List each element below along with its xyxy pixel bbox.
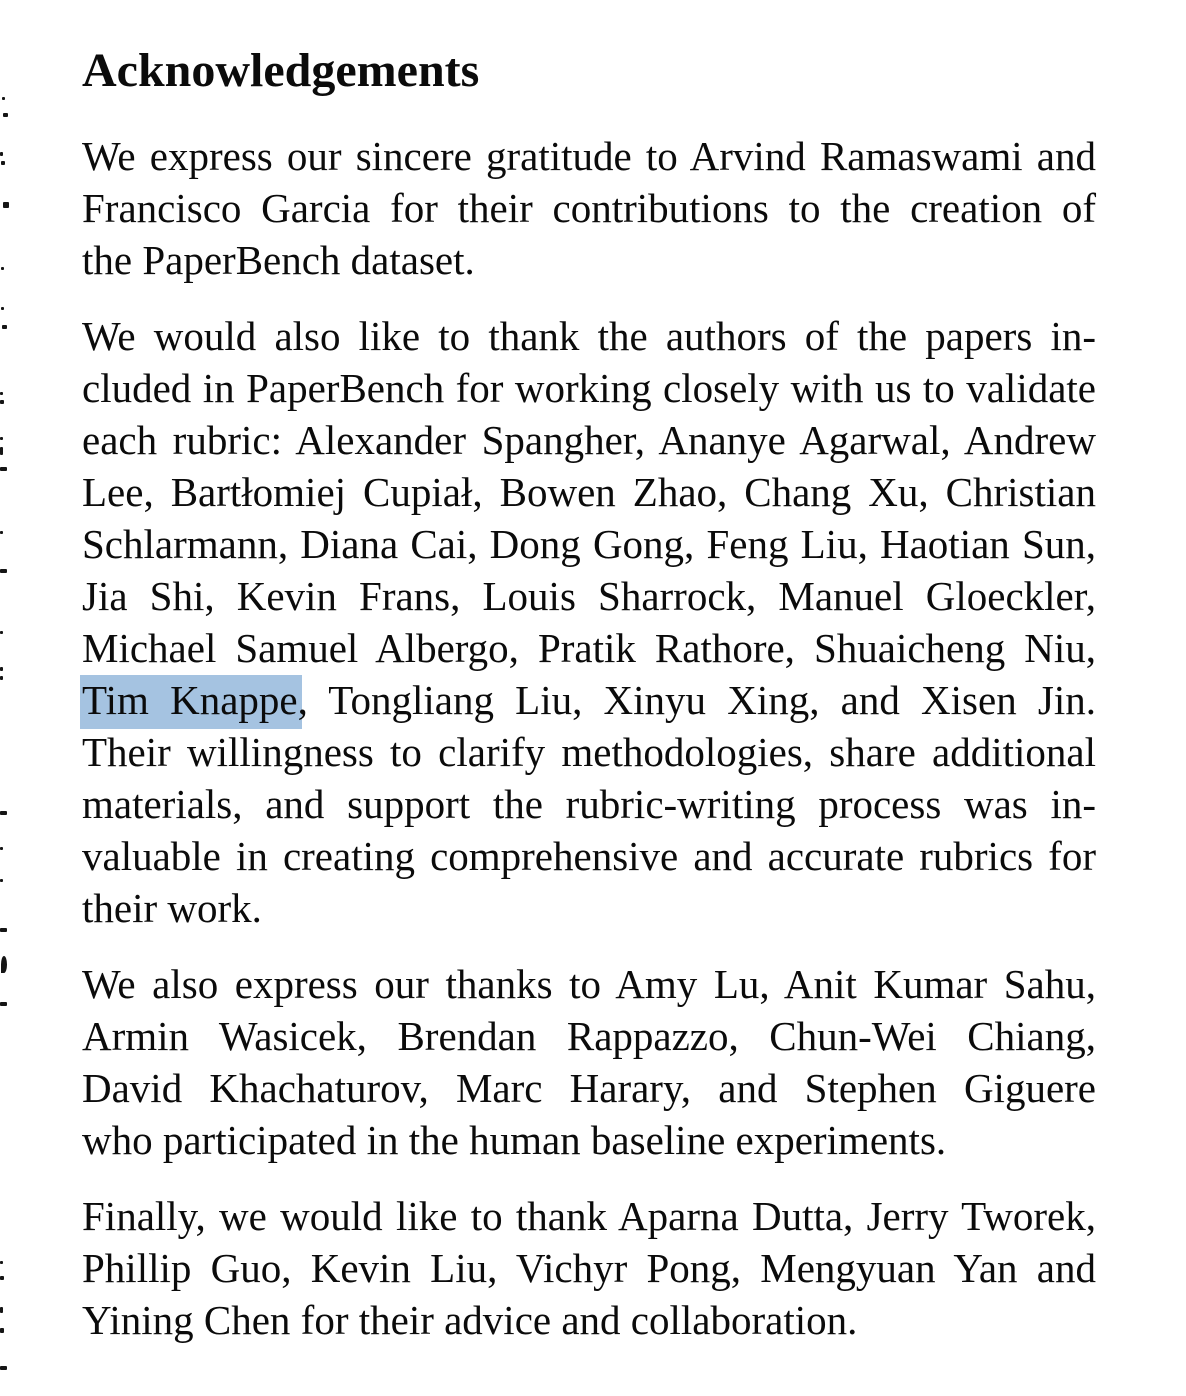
paragraph-line <box>82 570 1096 622</box>
text-segment: Yining Chen for their advice and collaboration. <box>82 1297 858 1343</box>
paragraph-line <box>82 778 1096 830</box>
text-segment: materials, and support the rubric-writing process was in- <box>82 781 1096 827</box>
text-segment: cluded in PaperBench for working closely with us to validate <box>82 365 1096 411</box>
text-segment: Michael Samuel Albergo, Pratik Rathore, Shuaicheng Niu, <box>82 625 1096 671</box>
paragraph-line <box>82 1010 1096 1062</box>
page-edge-artifact <box>0 152 3 156</box>
page-edge-artifact <box>0 392 3 395</box>
section-title: Acknowledgements <box>82 44 480 97</box>
page-edge-artifact <box>0 467 7 471</box>
text-segment: We express our sincere gratitude to Arvind Ramaswami and <box>82 133 1096 179</box>
text-segment: who participated in the human baseline experiments. <box>82 1117 947 1163</box>
page-edge-artifact <box>0 1328 4 1333</box>
page-edge-artifact <box>3 113 8 117</box>
page-edge-artifact <box>0 531 3 534</box>
text-segment: David Khachaturov, Marc Harary, and Stephen Giguere <box>82 1065 1096 1111</box>
text-segment: their work. <box>82 885 262 931</box>
page-edge-artifact <box>2 97 5 100</box>
text-segment: valuable in creating comprehensive and accurate rubrics for <box>82 833 1096 879</box>
page-edge-artifact <box>0 1366 7 1370</box>
page-edge-artifact <box>0 1002 7 1006</box>
paragraphs-container <box>82 130 1096 1346</box>
page-edge-artifact <box>1 267 4 270</box>
page-edge-artifact <box>0 400 4 404</box>
page-edge-artifact <box>0 447 3 455</box>
paragraph-line <box>82 1190 1096 1242</box>
paragraph-line <box>82 674 1096 726</box>
page-edge-artifact <box>0 811 7 815</box>
document-page <box>82 42 1096 1370</box>
page-edge-artifact <box>0 879 3 882</box>
paragraph <box>82 130 1096 286</box>
page-edge-artifact <box>0 1276 4 1280</box>
paragraph-line <box>82 414 1096 466</box>
paragraph-line <box>82 622 1096 674</box>
paragraph-line <box>82 182 1096 234</box>
page-edge-artifact <box>0 928 7 932</box>
text-segment: , Tongliang Liu, Xinyu Xing, and Xisen Jin. <box>297 677 1097 723</box>
page-edge-artifact <box>0 1261 3 1264</box>
paragraph <box>82 958 1096 1166</box>
text-segment: Jia Shi, Kevin Frans, Louis Sharrock, Manuel Gloeckler, <box>82 573 1096 619</box>
paragraph-line <box>82 830 1096 882</box>
text-segment: the PaperBench dataset. <box>82 237 475 283</box>
text-segment: Armin Wasicek, Brendan Rappazzo, Chun-Wei Chiang, <box>82 1013 1096 1059</box>
paragraph-line <box>82 726 1096 778</box>
paragraph-line <box>82 466 1096 518</box>
page-edge-artifact <box>1 307 4 310</box>
paragraph-line <box>82 882 1096 934</box>
text-segment: We also express our thanks to Amy Lu, Anit Kumar Sahu, <box>82 961 1096 1007</box>
page-edge-artifact <box>0 847 3 850</box>
text-segment: Finally, we would like to thank Aparna Dutta, Jerry Tworek, <box>82 1193 1096 1239</box>
text-segment: Schlarmann, Diana Cai, Dong Gong, Feng Liu, Haotian Sun, <box>82 521 1096 567</box>
page-edge-artifact <box>2 325 7 329</box>
paragraph-line <box>82 958 1096 1010</box>
page-edge-artifact <box>0 1307 3 1313</box>
text-segment: each rubric: Alexander Spangher, Ananye Agarwal, Andrew <box>82 417 1096 463</box>
page-edge-artifact <box>1 956 7 973</box>
paragraph-line <box>82 310 1096 362</box>
page-edge-artifact <box>3 202 9 208</box>
page-edge-artifact <box>0 667 3 671</box>
page-edge-artifact <box>1 161 5 165</box>
paragraph-line <box>82 1242 1096 1294</box>
text-segment: Their willingness to clarify methodologies, share additional <box>82 729 1096 775</box>
text-segment: Phillip Guo, Kevin Liu, Vichyr Pong, Mengyuan Yan and <box>82 1245 1096 1291</box>
paragraph <box>82 310 1096 934</box>
paragraph-line <box>82 1114 1096 1166</box>
text-segment: Lee, Bartłomiej Cupiał, Bowen Zhao, Chang Xu, Christian <box>82 469 1096 515</box>
text-segment: Francisco Garcia for their contributions to the creation of <box>82 185 1096 231</box>
paragraph-line <box>82 1294 1096 1346</box>
paragraph-line <box>82 1062 1096 1114</box>
paragraph-line <box>82 518 1096 570</box>
paragraph-line <box>82 234 1096 286</box>
page-edge-artifacts <box>0 0 12 1396</box>
page-edge-artifact <box>0 569 7 573</box>
text-segment: We would also like to thank the authors of the papers in- <box>82 313 1096 359</box>
selected-text-highlight: Tim Knappe <box>80 675 302 729</box>
paragraph-line <box>82 362 1096 414</box>
page-edge-artifact <box>0 631 3 634</box>
paragraph-line <box>82 130 1096 182</box>
paragraph <box>82 1190 1096 1346</box>
page-edge-artifact <box>0 437 3 440</box>
page-edge-artifact <box>0 676 3 680</box>
